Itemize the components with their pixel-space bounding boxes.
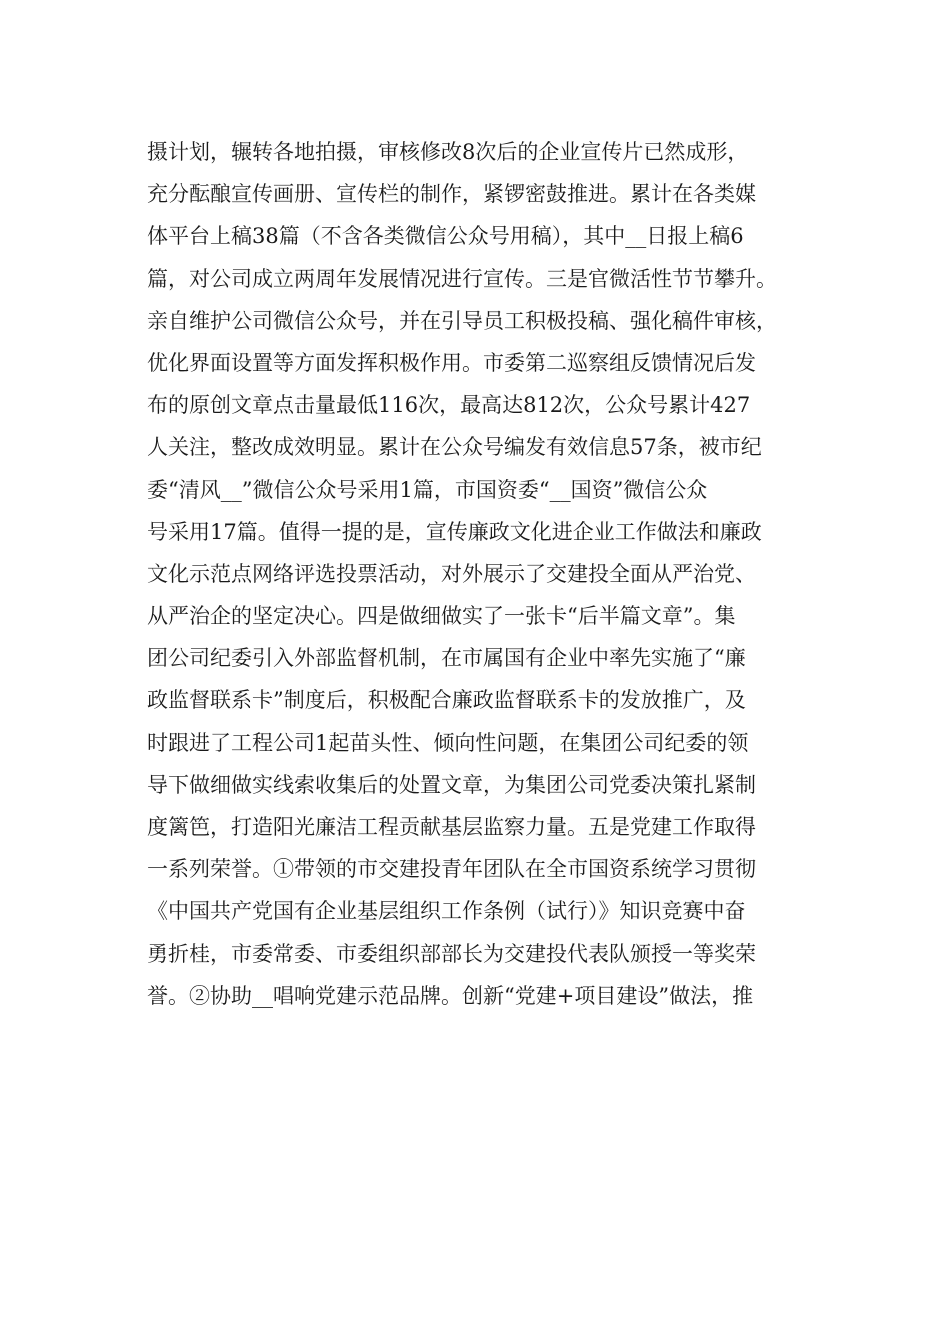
text-line: 誉。②协助__唱响党建示范品牌。创新“党建+项目建设”做法，推 (147, 983, 754, 1008)
text-line: 充分酝酿宣传画册、宣传栏的制作，紧锣密鼓推进。累计在各类媒 (147, 182, 756, 207)
text-line: 从严治企的坚定决心。四是做细做实了一张卡“后半篇文章”。集 (147, 604, 736, 629)
text-line: 度篱笆，打造阳光廉洁工程贡献基层监察力量。五是党建工作取得 (147, 815, 756, 839)
text-line: 号采用17篇。值得一提的是，宣传廉政文化进企业工作做法和廉政 (147, 519, 762, 544)
text-line: 篇，对公司成立两周年发展情况进行宣传。三是官微活性节节攀升。 (147, 266, 777, 291)
text-line: 《中国共产党国有企业基层组织工作条例（试行）》知识竞赛中奋 (147, 899, 746, 924)
body-text (147, 131, 817, 1017)
text-line: 导下做细做实线索收集后的处置文章，为集团公司党委决策扎紧制 (147, 772, 756, 797)
text-line: 体平台上稿38篇（不含各类微信公众号用稿），其中__日报上稿6 (147, 224, 744, 249)
text-line: 人关注，整改成效明显。累计在公众号编发有效信息57条，被市纪 (147, 435, 762, 460)
text-line: 委“清风__”微信公众号采用1篇，市国资委“__国资”微信公众 (147, 477, 708, 502)
text-line: 团公司纪委引入外部监督机制，在市属国有企业中率先实施了“廉 (147, 646, 746, 671)
text-line: 勇折桂，市委常委、市委组织部部长为交建投代表队颁授一等奖荣 (147, 941, 756, 966)
text-line: 时跟进了工程公司1起苗头性、倾向性问题，在集团公司纪委的领 (147, 730, 749, 755)
text-line: 一系列荣誉。①带领的市交建投青年团队在全市国资系统学习贯彻 (147, 857, 756, 882)
text-line: 布的原创文章点击量最低116次，最高达812次，公众号累计427 (147, 393, 751, 418)
text-line: 优化界面设置等方面发挥积极作用。市委第二巡察组反馈情况后发 (147, 350, 756, 375)
text-line: 文化示范点网络评选投票活动，对外展示了交建投全面从严治党、 (147, 561, 756, 586)
text-line: 政监督联系卡”制度后，积极配合廉政监督联系卡的发放推广，及 (147, 688, 746, 713)
text-line: 摄计划，辗转各地拍摄，审核修改8次后的企业宣传片已然成形， (147, 140, 749, 164)
text-line: 亲自维护公司微信公众号，并在引导员工积极投稿、强化稿件审核， (147, 308, 777, 333)
